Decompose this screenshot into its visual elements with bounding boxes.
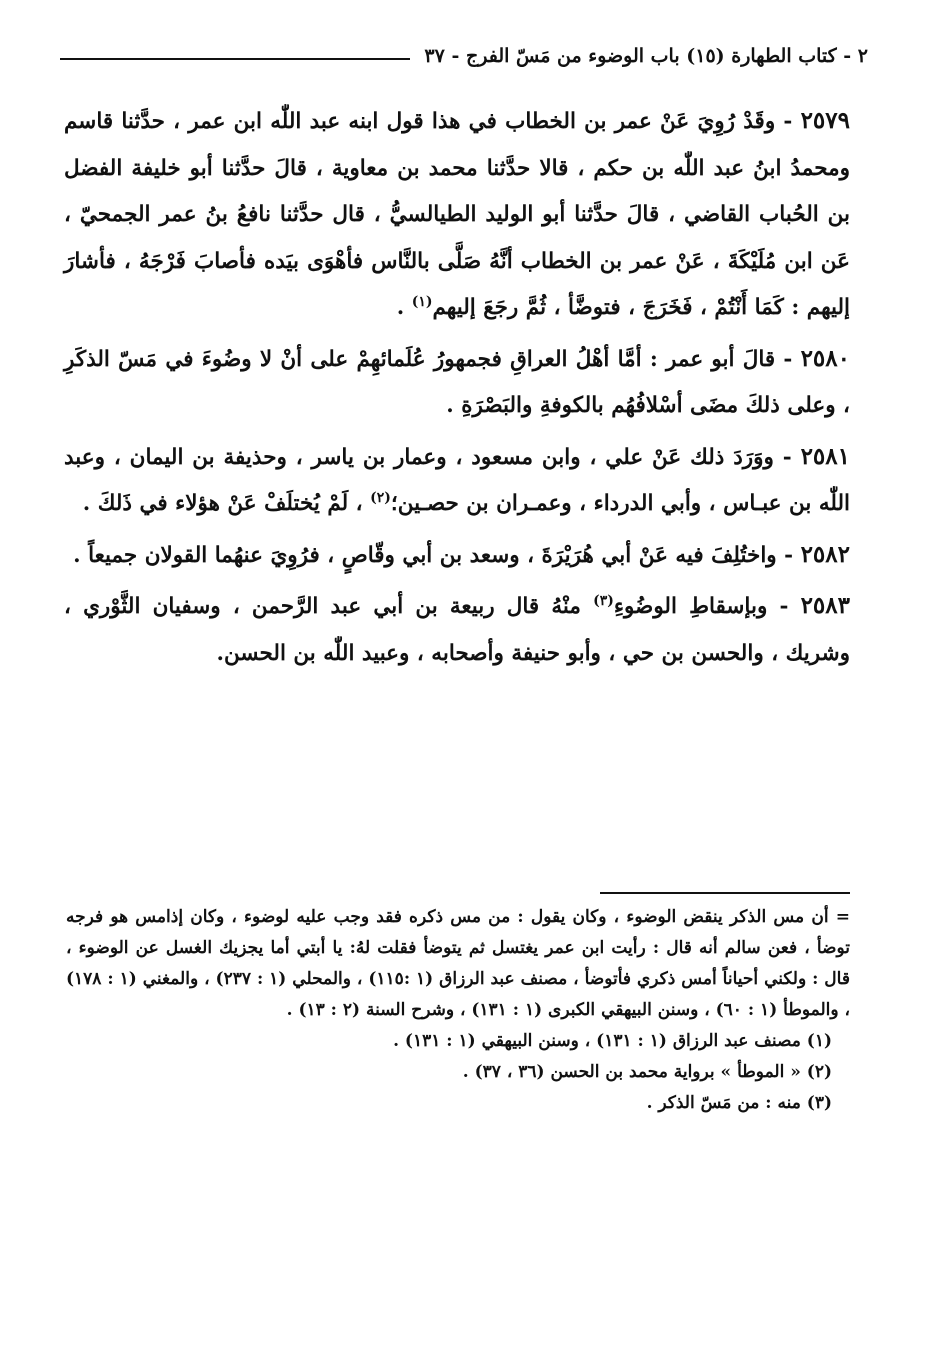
footnote-1: (١) مصنف عبد الرزاق (١ : ١٣١) ، وسنن البيهقي (١ : ١٣١) . <box>393 1031 832 1051</box>
paragraph-2579 <box>64 98 850 332</box>
paragraph-number: ٢٥٧٩ <box>800 107 850 134</box>
paragraph-number: ٢٥٨١ <box>800 442 850 470</box>
footnote-ref[interactable]: (٢) <box>370 489 391 506</box>
paragraph-tail: منْهُ قال ربيعة بن أبي عبد الرَّحمن ، وسفيان الثَّوْري ، وشريك ، والحسن بن حي ، وأبو حنيفة وأصحابه ، وعبيد اللّٰه بن الحسن. <box>64 594 850 666</box>
paragraph-number: ٢٥٨٣ <box>800 592 850 619</box>
paragraph-text: - وقَدْ رُوِيَ عَنْ عمر بن الخطاب في هذا قول ابنه عبد اللّٰه ابن عمر ، حدَّثنا قاسم ومحمدُ ابنُ عبد اللّٰه بن حكم ، قالا حدَّثنا محمد بن معاوية ، قالَ حدَّثنا أبو خليفة الفضل بن الحُباب القاضي ، قالَ حدَّثنا أبو الوليد الطيالسيُّ ، قال حدَّثنا نافعُ بنُ عمر الجمحيّ ، عَن ابن مُلَيْكَةَ ، عَنْ عمر بن الخطاب أنَّهُ صَلَّى بالنَّاس فأهْوَى بيَده فأصابَ فَرْجَهُ ، فأشارَ إليهم : كَمَا أَنْتُمْ ، فَخَرَجَ ، فتوضَّأ ، ثُمَّ رجَعَ إليهم <box>64 109 850 320</box>
paragraph-text: - قالَ أبو عمر : أمَّا أهْلُ العراقِ فجمهورُ عُلَمائهِمْ على أنْ لا وضُوءَ في مَسّ الذكَرِ ، وعلى ذلكَ مضَى أسْلافُهُم بالكوفةِ والبَصْرَةِ . <box>64 346 850 418</box>
footnote-divider <box>600 892 850 894</box>
paragraph-text: - ووَرَدَ ذلك عَنْ علي ، وابن مسعود ، وعمار بن ياسر ، وحذيفة بن اليمان ، وعبد اللّٰه بن عبـاس ، وأبي الدرداء ، وعمـران بن حصـين؛ <box>64 444 850 516</box>
paragraph-text: - وبإسقاطِ الوضُوءِ <box>613 594 801 619</box>
paragraph-tail: ، لَمْ يُختلَفْ عَنْ هؤلاء في ذَلكَ . <box>82 491 371 516</box>
running-header <box>60 36 868 76</box>
paragraph-text: - واختُلِفَ فيه عَنْ أبي هُرَيْرَةَ ، وسعد بن أبي وقّاصٍ ، فرُوِيَ عنهُما القولان جميعاً . <box>73 542 801 568</box>
paragraph-2581 <box>64 434 850 528</box>
paragraph-number: ٢٥٨٢ <box>800 540 850 568</box>
paragraph-2583 <box>64 583 850 677</box>
paragraph-2582 <box>64 532 850 580</box>
paragraph-number: ٢٥٨٠ <box>800 344 850 372</box>
footnote-continuation: = أن مس الذكر ينقض الوضوء ، وكان يقول : من مس ذكره فقد وجب عليه لوضوء ، وكان إذامس هو فرجه توضأ ، فعن سالم أنه قال : رأيت ابن عمر يغتسل ثم يتوضأ فقلت لهُ: يا أبتي أما يجزيك الغسل عن الوضوء ، قال : ولكني أحياناً أمس ذكري فأتوضأ ، مصنف عبد الرزاق (١ :١١٥) ، والمحلي (١ : ٢٣٧) ، والمغني (١ : ١٧٨) ، والموطأ (١ : ٦٠) ، وسنن البيهقي الكبرى (١ : ١٣١) ، وشرح السنة (٢ : ١٣) . <box>66 907 850 1020</box>
paragraph-tail: . <box>396 295 412 320</box>
footnote-3: (٣) منه : من مَسّ الذكر . <box>646 1093 832 1113</box>
footnote-2: (٢) « الموطأ » برواية محمد بن الحسن (٣٦ ، ٣٧) . <box>462 1062 832 1082</box>
header-rule <box>60 58 410 60</box>
footnote-ref[interactable]: (١) <box>411 293 433 310</box>
main-text <box>64 98 850 677</box>
header-title: ٢ - كتاب الطهارة (١٥) باب الوضوء من مَسّ الفرج - ٣٧ <box>424 45 868 67</box>
paragraph-2580 <box>64 336 850 430</box>
footnote-ref[interactable]: (٣) <box>593 592 614 609</box>
footnotes <box>66 902 850 1119</box>
